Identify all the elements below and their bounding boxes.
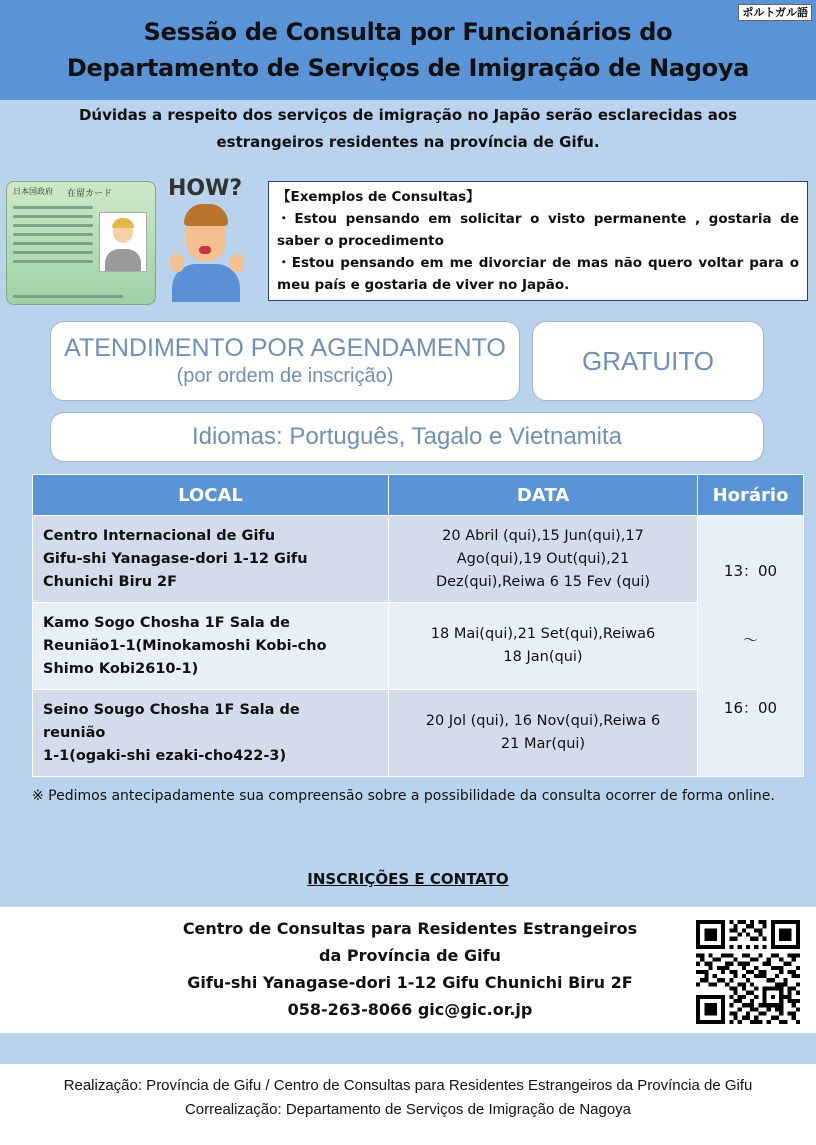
- title-line-2: Departamento de Serviços de Imigração de Nagoya: [66, 54, 750, 82]
- contact-line-4[interactable]: 058-263-8066 gic@gic.or.jp: [287, 1000, 533, 1019]
- examples-heading: 【Exemplos de Consultas】: [277, 189, 480, 205]
- title-banner: [0, 0, 816, 100]
- consultation-examples-box: [268, 181, 808, 301]
- row-3-local: Seino Sougo Chosha 1F Sala de reunião 1-1(ogaki-shi ezaki-cho422-3): [33, 690, 389, 777]
- row-1-data: 20 Abril (qui),15 Jun(qui),17 Ago(qui),19 Out(qui),21 Dez(qui),Reiwa 6 15 Fev (qui): [389, 516, 698, 603]
- row-2-data: 18 Mai(qui),21 Set(qui),Reiwa6 18 Jan(qui): [389, 603, 698, 690]
- how-text: HOW?: [168, 176, 243, 201]
- subtitle-line-2: estrangeiros residentes na província de Gifu.: [216, 133, 600, 151]
- example-item-2: ・Estou pensando em me divorciar de mas não quero voltar para o meu país e gostaria de viver no Japão.: [277, 255, 799, 293]
- table-row: [33, 516, 804, 603]
- card-country-text: 日本国政府: [13, 187, 53, 196]
- subtitle-line-1: Dúvidas a respeito dos serviços de imigração no Japão serão esclarecidas aos: [78, 106, 738, 124]
- contact-box: [0, 907, 816, 1033]
- footer-line-2: Correalização: Departamento de Serviços de Imigração de Nagoya: [184, 1101, 632, 1118]
- row-1-local: Centro Internacional de Gifu Gifu-shi Yanagase-dori 1-12 Gifu Chunichi Biru 2F: [33, 516, 389, 603]
- footer-line-1: Realização: Província de Gifu / Centro de Consultas para Residentes Estrangeiros da Província de Gifu: [63, 1077, 753, 1094]
- language-tag: ポルトガル語: [738, 4, 812, 21]
- header-local: LOCAL: [33, 475, 389, 516]
- qr-code-icon[interactable]: [696, 920, 800, 1024]
- contact-line-3: Gifu-shi Yanagase-dori 1-12 Gifu Chunichi Biru 2F: [187, 973, 633, 992]
- table-row: [33, 603, 804, 690]
- schedule-table: [32, 474, 804, 777]
- example-item-1: ・Estou pensando em solicitar o visto permanente , gostaria de saber o procedimento: [277, 211, 799, 249]
- schedule-header-row: [33, 475, 804, 516]
- contact-line-1: Centro de Consultas para Residentes Estrangeiros: [182, 919, 638, 938]
- row-3-data: 20 Jol (qui), 16 Nov(qui),Reiwa 6 21 Mar(qui): [389, 690, 698, 777]
- online-note: ※ Pedimos antecipadamente sua compreensão sobre a possibilidade da consulta ocorrer de forma online.: [32, 788, 775, 804]
- time-separator: ～: [742, 630, 758, 649]
- free-badge: GRATUITO: [532, 321, 764, 401]
- footer: [0, 1064, 816, 1145]
- card-bottom-line: [13, 295, 123, 298]
- languages-badge: Idiomas: Português, Tagalo e Vietnamita: [50, 412, 764, 462]
- card-text-lines: [13, 206, 93, 269]
- residence-card-image: [6, 181, 156, 305]
- time-end: 16：00: [723, 699, 778, 717]
- table-row: [33, 690, 804, 777]
- card-photo: [99, 212, 147, 272]
- contact-lines: [160, 915, 660, 1023]
- confused-man-icon: [168, 202, 248, 302]
- card-header-text: 在留カード: [67, 189, 113, 199]
- header-horario: Horário: [698, 475, 804, 516]
- appointment-sub-text: (por ordem de inscrição): [176, 365, 394, 387]
- title-line-1: Sessão de Consulta por Funcionários do: [143, 18, 673, 46]
- row-2-local: Kamo Sogo Chosha 1F Sala de Reunião1-1(Minokamoshi Kobi-cho Shimo Kobi2610-1): [33, 603, 389, 690]
- contact-title: INSCRIÇÕES E CONTATO: [307, 870, 509, 888]
- header-data: DATA: [389, 475, 698, 516]
- subtitle: [0, 100, 816, 156]
- contact-line-2: da Província de Gifu: [319, 946, 501, 965]
- time-cell: [698, 516, 804, 777]
- appointment-main-text: ATENDIMENTO POR AGENDAMENTO: [64, 334, 506, 362]
- time-start: 13：00: [723, 562, 778, 580]
- appointment-badge: [50, 321, 520, 401]
